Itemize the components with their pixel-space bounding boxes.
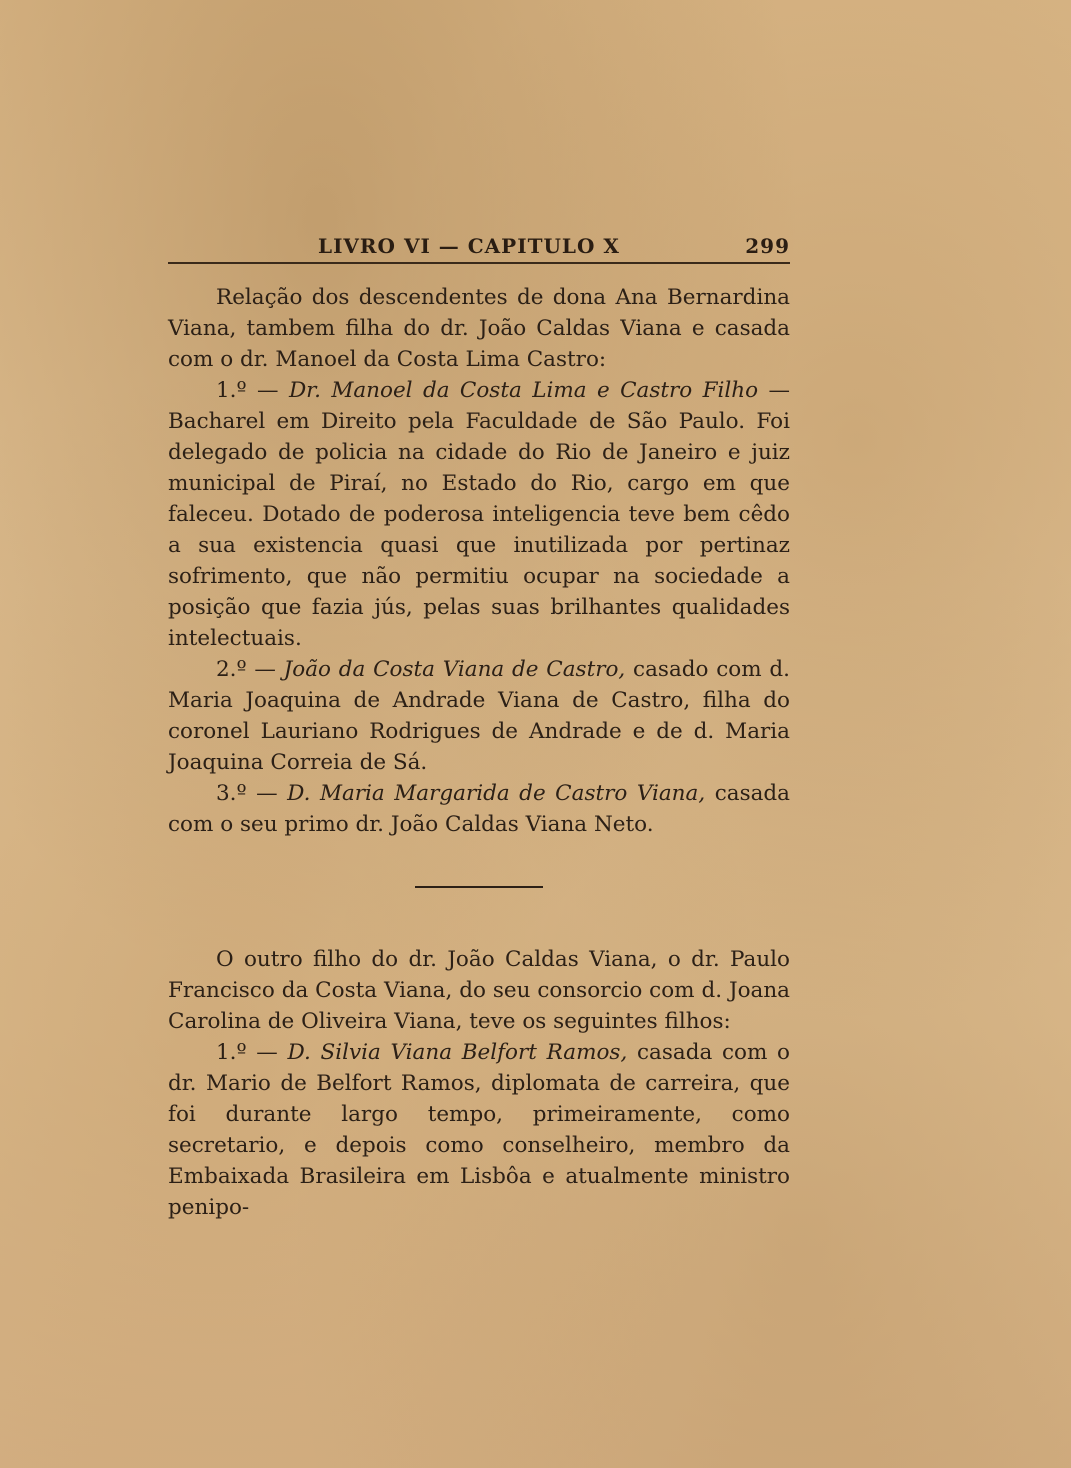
running-header xyxy=(168,234,790,264)
section2-intro: O outro filho do dr. João Caldas Viana, o dr. Paulo Francisco da Costa Viana, do seu consorcio com d. Joana Carolina de Oliveira Viana, teve os seguintes filhos: xyxy=(168,947,790,1034)
page-body xyxy=(168,282,790,1223)
item-number: 1.º — xyxy=(216,378,279,403)
item-name: D. Silvia Viana Belfort Ramos, xyxy=(287,1040,628,1065)
section1-item-1 xyxy=(168,375,790,654)
section-divider xyxy=(415,886,543,888)
item-number: 1.º — xyxy=(216,1040,278,1065)
item-number: 2.º — xyxy=(216,657,276,682)
section1-item-3 xyxy=(168,778,790,840)
page-number: 299 xyxy=(745,234,790,258)
item-number: 3.º — xyxy=(216,781,278,806)
chapter-title: LIVRO VI — CAPITULO X xyxy=(318,234,620,258)
item-name: João da Costa Viana de Castro, xyxy=(283,657,626,682)
item-name: Dr. Manoel da Costa Lima e Castro Filho xyxy=(288,378,759,403)
item-text: casada com o dr. Mario de Belfort Ramos, diplomata de carreira, que foi durante largo tempo, primeiramente, como secretario, e depois como conselheiro, membro da Embaixada Brasileira em Lisbôa e atualmente ministro penipo- xyxy=(168,1040,790,1220)
section1-item-2 xyxy=(168,654,790,778)
section2-item-1 xyxy=(168,1037,790,1223)
item-text: casado com d. Maria Joaquina de Andrade Viana de Castro, filha do coronel Lauriano Rodrigues de Andrade e de d. Maria Joaquina Correia de Sá. xyxy=(168,657,790,775)
item-text: — Bacharel em Direito pela Faculdade de São Paulo. Foi delegado de policia na cidade do Rio de Janeiro e juiz municipal de Piraí, no Estado do Rio, cargo em que faleceu. Dotado de poderosa inteligencia teve bem cêdo a sua existencia quasi que inutilizada por pertinaz sofrimento, que não permitiu ocupar na sociedade a posição que fazia jús, pelas suas brilhantes qualidades intelectuais. xyxy=(168,378,790,651)
item-text: casada com o seu primo dr. João Caldas Viana Neto. xyxy=(168,781,790,837)
item-name: D. Maria Margarida de Castro Viana, xyxy=(287,781,706,806)
section1-intro: Relação dos descendentes de dona Ana Bernardina Viana, tambem filha do dr. João Caldas Viana e casada com o dr. Manoel da Costa Lima Castro: xyxy=(168,285,790,372)
